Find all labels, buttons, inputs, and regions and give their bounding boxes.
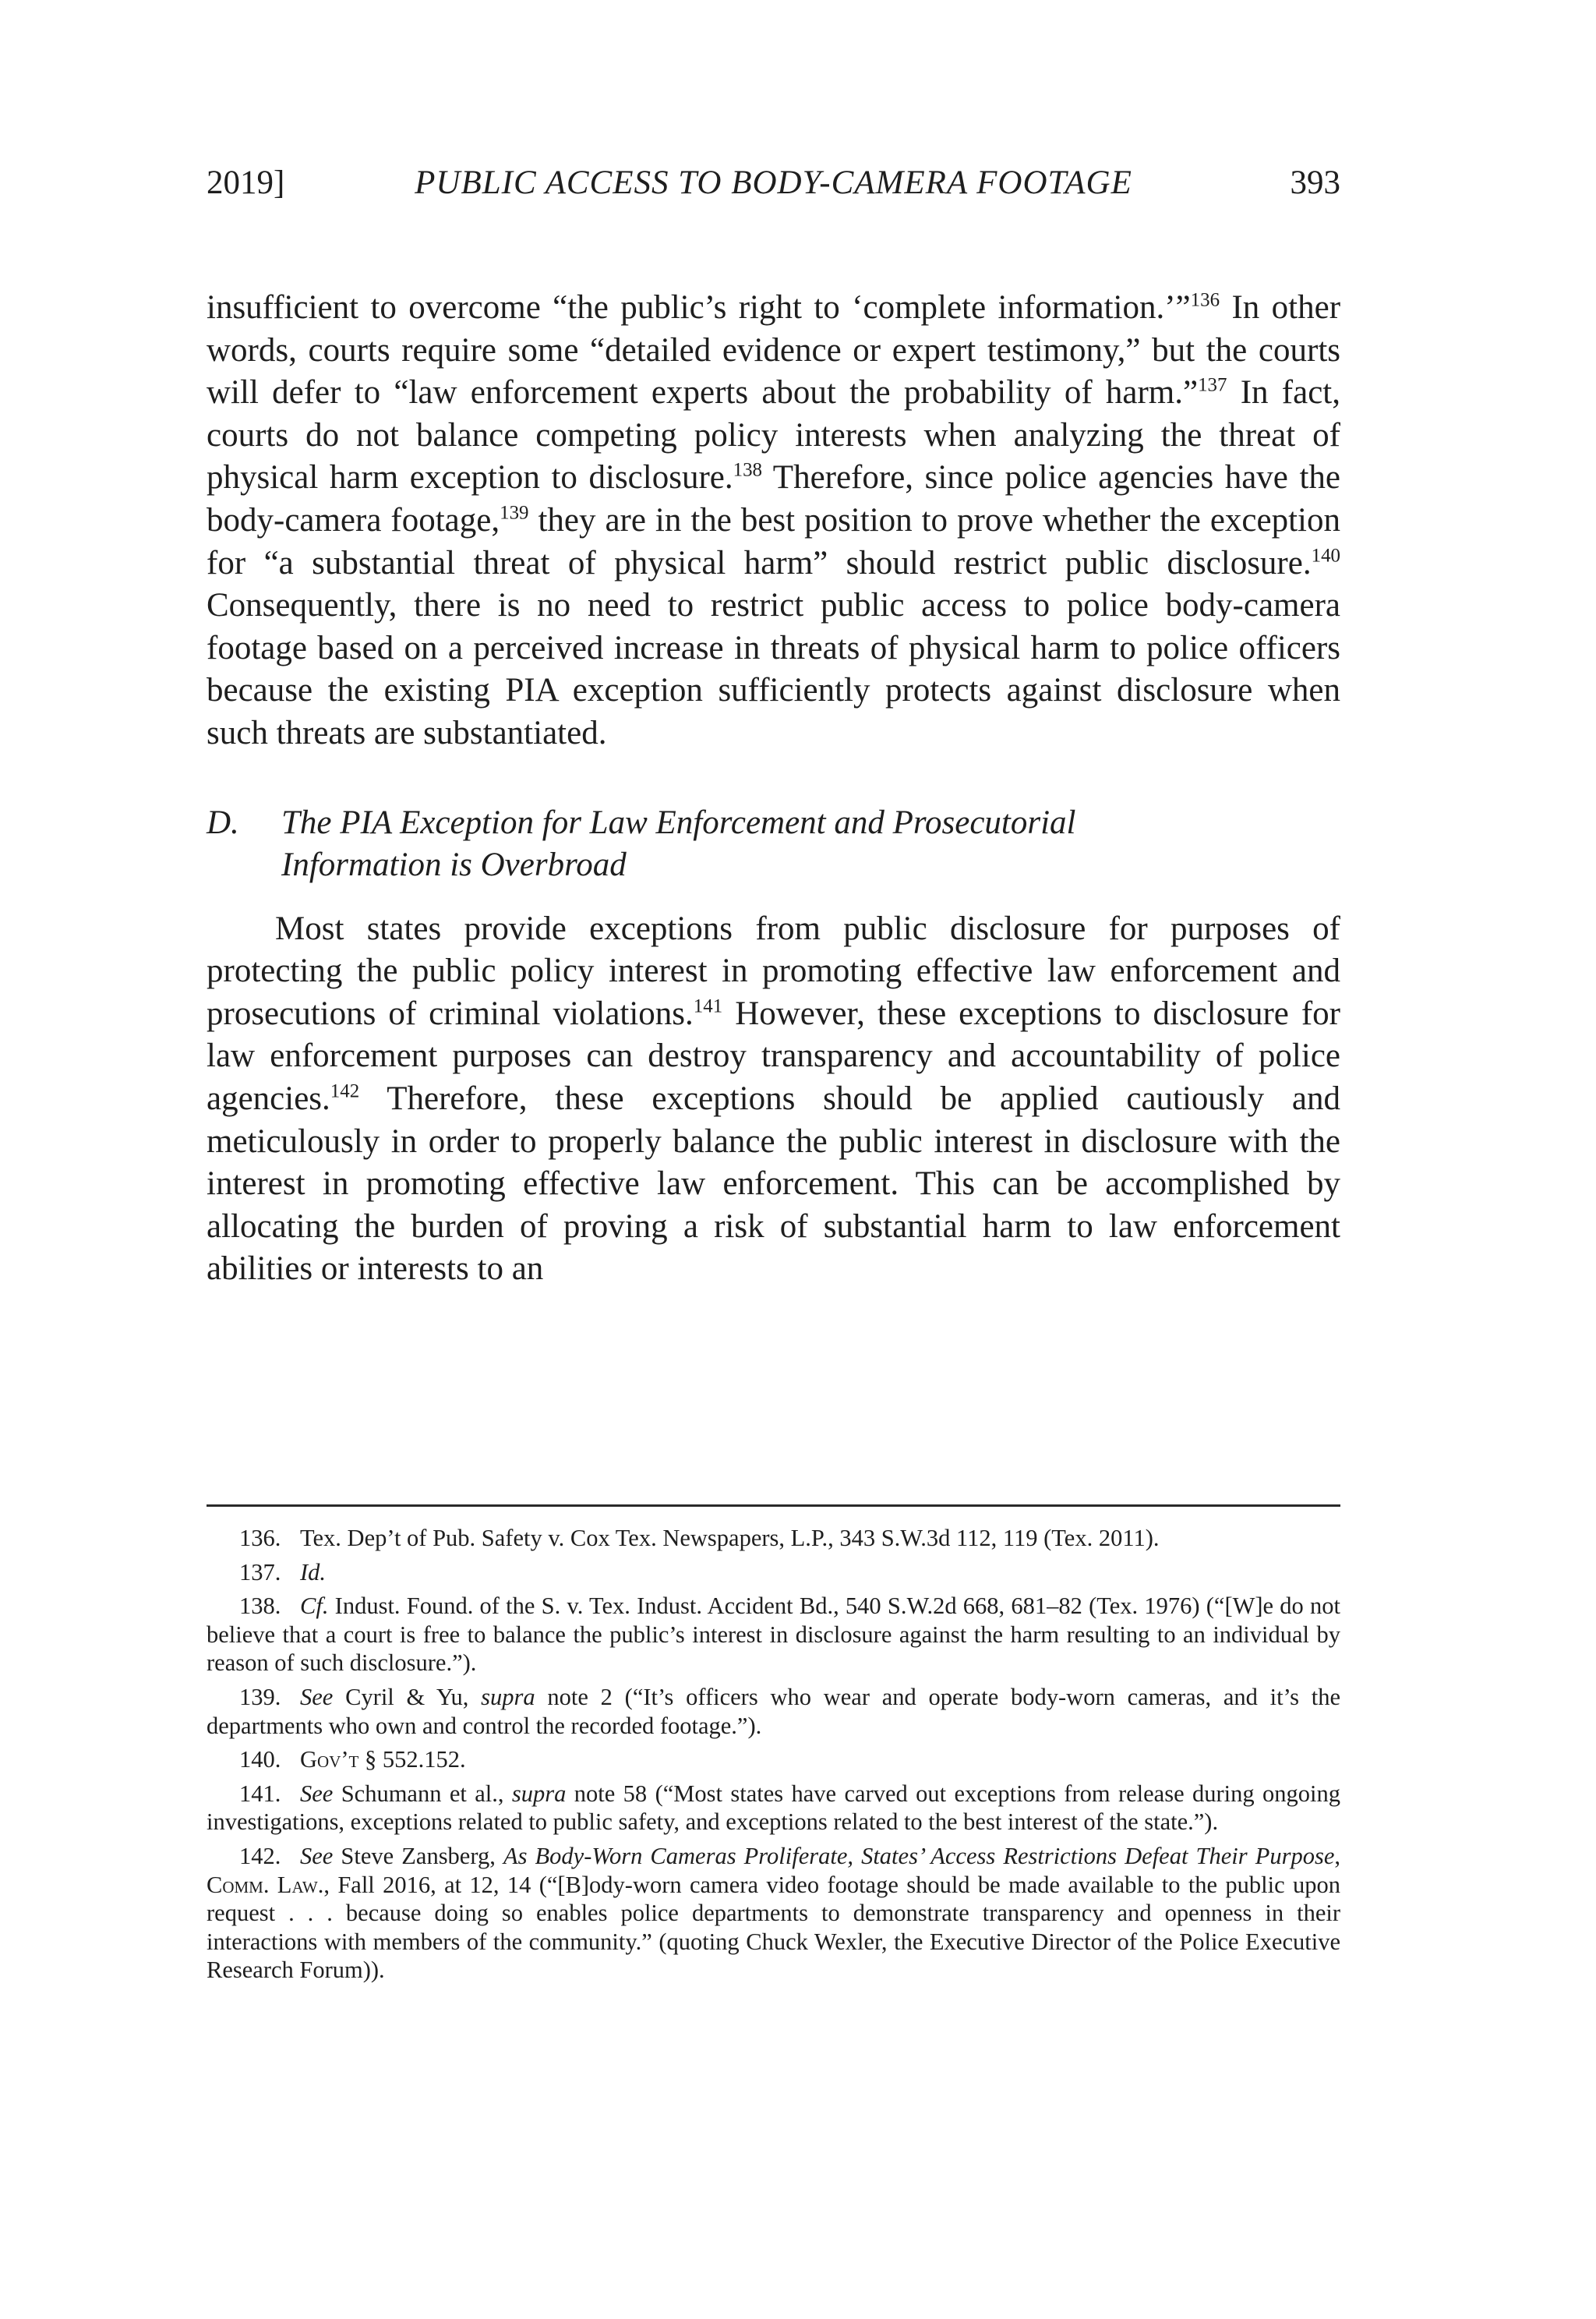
footnote-text: § 552.152. <box>358 1746 466 1773</box>
section-letter: D. <box>207 804 239 841</box>
text-run: Therefore, these exceptions should be applied cautiously and meticulously in order to properly balance the public interest in disclosure with the interest in promoting effective law enforcement. This can be accomplished by allocating the burden of proving a risk of substantial harm to law enforcement abilities or interests to an <box>207 1080 1340 1288</box>
footnote-text: Steve Zansberg, <box>333 1842 503 1869</box>
footnote-141 <box>207 1780 1340 1836</box>
footnote-text: , Fall 2016, at 12, 14 (“[B]ody-worn camera video footage should be made available to the public upon request . . . because doing so enables police departments to demonstrate transparency and openness in their interactions with members of the community.” (quoting Chuck Wexler, the Executive Director of the Police Executive Research Forum)). <box>207 1871 1340 1984</box>
signal-cf: Cf. <box>300 1593 329 1620</box>
signal-see: See <box>300 1683 334 1710</box>
header-year: 2019] <box>207 164 285 201</box>
signal-see: See <box>300 1780 334 1807</box>
code-abbrev: Gov’t <box>300 1746 359 1773</box>
paragraph-law-enforcement <box>207 908 1340 1291</box>
page <box>207 164 1340 1291</box>
footnote-136 <box>207 1524 1340 1553</box>
footnote-text: Tex. Dep’t of Pub. Safety v. Cox Tex. Newspapers, L.P., 343 S.W.3d 112, 119 (Tex. 2011). <box>300 1525 1160 1551</box>
paragraph-physical-harm <box>207 287 1340 755</box>
footnote-number: 142. <box>239 1842 281 1869</box>
footnote-text: , <box>1334 1842 1340 1869</box>
running-header <box>207 164 1340 210</box>
footnote-number: 140. <box>239 1746 281 1773</box>
header-title: PUBLIC ACCESS TO BODY-CAMERA FOOTAGE <box>415 164 1132 201</box>
footnote-number: 138. <box>239 1593 281 1620</box>
signal-supra: supra <box>511 1780 567 1807</box>
footnote-139 <box>207 1683 1340 1740</box>
footnote-text: note 58 (“Most states have carved out exceptions from release during ongoing investigations, exceptions related to public safety, and exceptions related to the best interest of the state.”). <box>207 1780 1340 1836</box>
footnote-ref-138[interactable]: 138 <box>733 460 763 482</box>
footnote-ref-141[interactable]: 141 <box>693 995 723 1017</box>
footnote-140 <box>207 1745 1340 1774</box>
footnote-ref-139[interactable]: 139 <box>500 502 529 524</box>
footnote-text: note 2 (“It’s officers who wear and operate body-worn cameras, and it’s the departments who own and control the recorded footage.”). <box>207 1683 1340 1739</box>
text-run: Consequently, there is no need to restrict public access to police body-camera footage based on a perceived increase in threats of physical harm to police officers because the existing PIA exception sufficiently protects against disclosure when such threats are substantiated. <box>207 587 1340 751</box>
text-run: they are in the best position to prove whether the exception for “a substantial threat of physical harm” should restrict public disclosure. <box>207 501 1340 582</box>
signal-see: See <box>300 1842 334 1869</box>
footnote-text: Cyril & Yu, <box>333 1683 482 1710</box>
footnote-ref-136[interactable]: 136 <box>1190 289 1220 311</box>
section-heading-d <box>207 802 1340 886</box>
footnote-ref-140[interactable]: 140 <box>1311 545 1340 567</box>
footnote-138 <box>207 1592 1340 1677</box>
footnote-number: 141. <box>239 1780 281 1807</box>
text-run: However, these exceptions to disclosure for law enforcement purposes can destroy transparency and accountability of police agencies. <box>207 995 1340 1117</box>
footnote-text: Id. <box>300 1558 327 1585</box>
text-run: Most states provide exceptions from public disclosure for purposes of protecting the public policy interest in promoting effective law enforcement and prosecutions of criminal violations. <box>207 910 1340 1032</box>
footnote-137 <box>207 1558 1340 1587</box>
footnote-number: 139. <box>239 1683 281 1710</box>
footnote-ref-142[interactable]: 142 <box>330 1080 360 1102</box>
footnotes <box>207 1524 1340 1990</box>
page-number: 393 <box>1290 164 1340 201</box>
text-run: In other words, courts require some “detailed evidence or expert testimony,” but the courts will defer to “law enforcement experts about the probability of harm.” <box>207 289 1341 412</box>
text-run: insufficient to overcome “the public’s right to ‘complete information.’” <box>207 289 1191 326</box>
footnote-142 <box>207 1842 1340 1985</box>
text-run: In fact, courts do not balance competing policy interests when analyzing the threat of physical harm exception to disclosure. <box>207 374 1340 497</box>
journal-name: Comm. Law. <box>207 1871 324 1898</box>
text-run: Therefore, since police agencies have the body-camera footage, <box>207 459 1340 539</box>
footnote-number: 137. <box>239 1558 281 1585</box>
footnote-divider <box>207 1504 1340 1507</box>
footnote-text: Indust. Found. of the S. v. Tex. Indust. Accident Bd., 540 S.W.2d 668, 681–82 (Tex. 1976) (“[W]e do not believe that a court is free to balance the public’s interest in disclosure against the harm resulting to an individual by reason of such disclosure.”). <box>207 1593 1340 1677</box>
section-title: The PIA Exception for Law Enforcement and Prosecutorial Information is Overbroad <box>281 804 1076 883</box>
article-title: As Body-Worn Cameras Proliferate, States’ Access Restrictions Defeat Their Purpose <box>503 1842 1335 1869</box>
footnote-ref-137[interactable]: 137 <box>1198 374 1227 396</box>
footnote-number: 136. <box>239 1525 281 1551</box>
footnote-text: Schumann et al., <box>333 1780 512 1807</box>
signal-supra: supra <box>481 1683 535 1710</box>
